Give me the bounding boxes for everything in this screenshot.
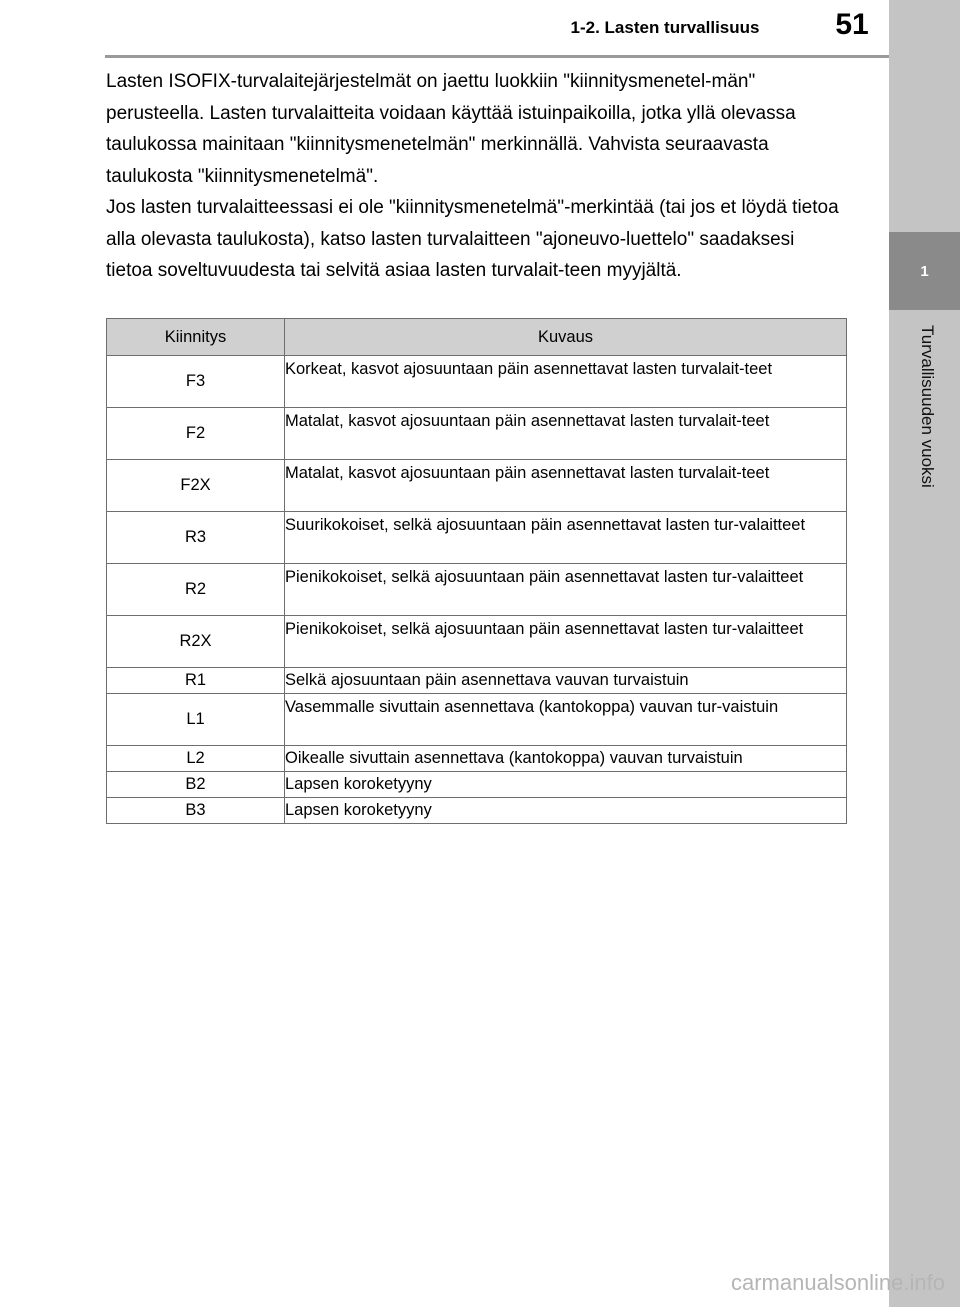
table-row: [107, 694, 847, 746]
fixture-description: Suurikokoiset, selkä ajosuuntaan päin asennettavat lasten tur-valaitteet: [285, 512, 847, 564]
fixture-description: Lapsen koroketyyny: [285, 798, 847, 824]
fixture-code: L1: [107, 694, 285, 746]
chapter-number-tab[interactable]: 1: [889, 232, 960, 310]
fixture-code: B3: [107, 798, 285, 824]
section-title: 1-2. Lasten turvallisuus: [570, 18, 760, 37]
fixture-code: F2X: [107, 460, 285, 512]
table-row: [107, 616, 847, 668]
fixture-description: Vasemmalle sivuttain asennettava (kantokoppa) vauvan tur-vaistuin: [285, 694, 847, 746]
fixture-description: Pienikokoiset, selkä ajosuuntaan päin asennettavat lasten tur-valaitteet: [285, 564, 847, 616]
fixture-description: Korkeat, kasvot ajosuuntaan päin asennettavat lasten turvalait-teet: [285, 356, 847, 408]
table-row: [107, 512, 847, 564]
intro-paragraph: Lasten ISOFIX-turvalaitejärjestelmät on jaettu luokkiin "kiinnitysmenetel-män" perusteella. Lasten turvalaitteita voidaan käyttää istuinpaikoilla, jotka yllä olevassa taulukossa mainitaan "kiinnitysmenetelmän" merkinnällä. Vahvista seuraavasta taulukosta "kiinnitysmenetelmä".: [106, 71, 796, 187]
table-row: [107, 564, 847, 616]
intro-paragraph: Jos lasten turvalaitteessasi ei ole "kiinnitysmenetelmä"-merkintää (tai jos et löydä tietoa alla olevasta taulukosta), katso lasten turvalaitteen "ajoneuvo-luettelo" saadaksesi tietoa soveltuvuudesta tai selvitä asiaa lasten turvalait-teen myyjältä.: [106, 197, 839, 281]
table-row: [107, 798, 847, 824]
fixture-code: L2: [107, 746, 285, 772]
fixture-description: Oikealle sivuttain asennettava (kantokoppa) vauvan turvaistuin: [285, 746, 847, 772]
table-row: [107, 408, 847, 460]
fixture-code: R2: [107, 564, 285, 616]
fixture-type-table: [106, 318, 847, 824]
column-header-fixture: Kiinnitys: [107, 319, 285, 356]
fixture-description: Pienikokoiset, selkä ajosuuntaan päin asennettavat lasten tur-valaitteet: [285, 616, 847, 668]
chapter-title: Turvallisuuden vuoksi: [918, 325, 937, 488]
watermark: carmanualsonline.info: [730, 1270, 945, 1295]
table-row: [107, 460, 847, 512]
fixture-description: Lapsen koroketyyny: [285, 772, 847, 798]
column-header-description: Kuvaus: [285, 319, 847, 356]
fixture-code: R1: [107, 668, 285, 694]
header-divider: [105, 55, 889, 58]
fixture-code: F2: [107, 408, 285, 460]
fixture-description: Selkä ajosuuntaan päin asennettava vauvan turvaistuin: [285, 668, 847, 694]
table-row: [107, 746, 847, 772]
table-row: [107, 772, 847, 798]
page-number: 51: [835, 8, 869, 41]
table-row: [107, 356, 847, 408]
table-header-row: [107, 319, 847, 356]
fixture-code: F3: [107, 356, 285, 408]
fixture-description: Matalat, kasvot ajosuuntaan päin asennettavat lasten turvalait-teet: [285, 460, 847, 512]
intro-text: [106, 66, 846, 287]
chapter-side-tab: [889, 0, 960, 1307]
table-row: [107, 668, 847, 694]
fixture-code: R2X: [107, 616, 285, 668]
fixture-description: Matalat, kasvot ajosuuntaan päin asennettavat lasten turvalait-teet: [285, 408, 847, 460]
fixture-code: R3: [107, 512, 285, 564]
fixture-code: B2: [107, 772, 285, 798]
